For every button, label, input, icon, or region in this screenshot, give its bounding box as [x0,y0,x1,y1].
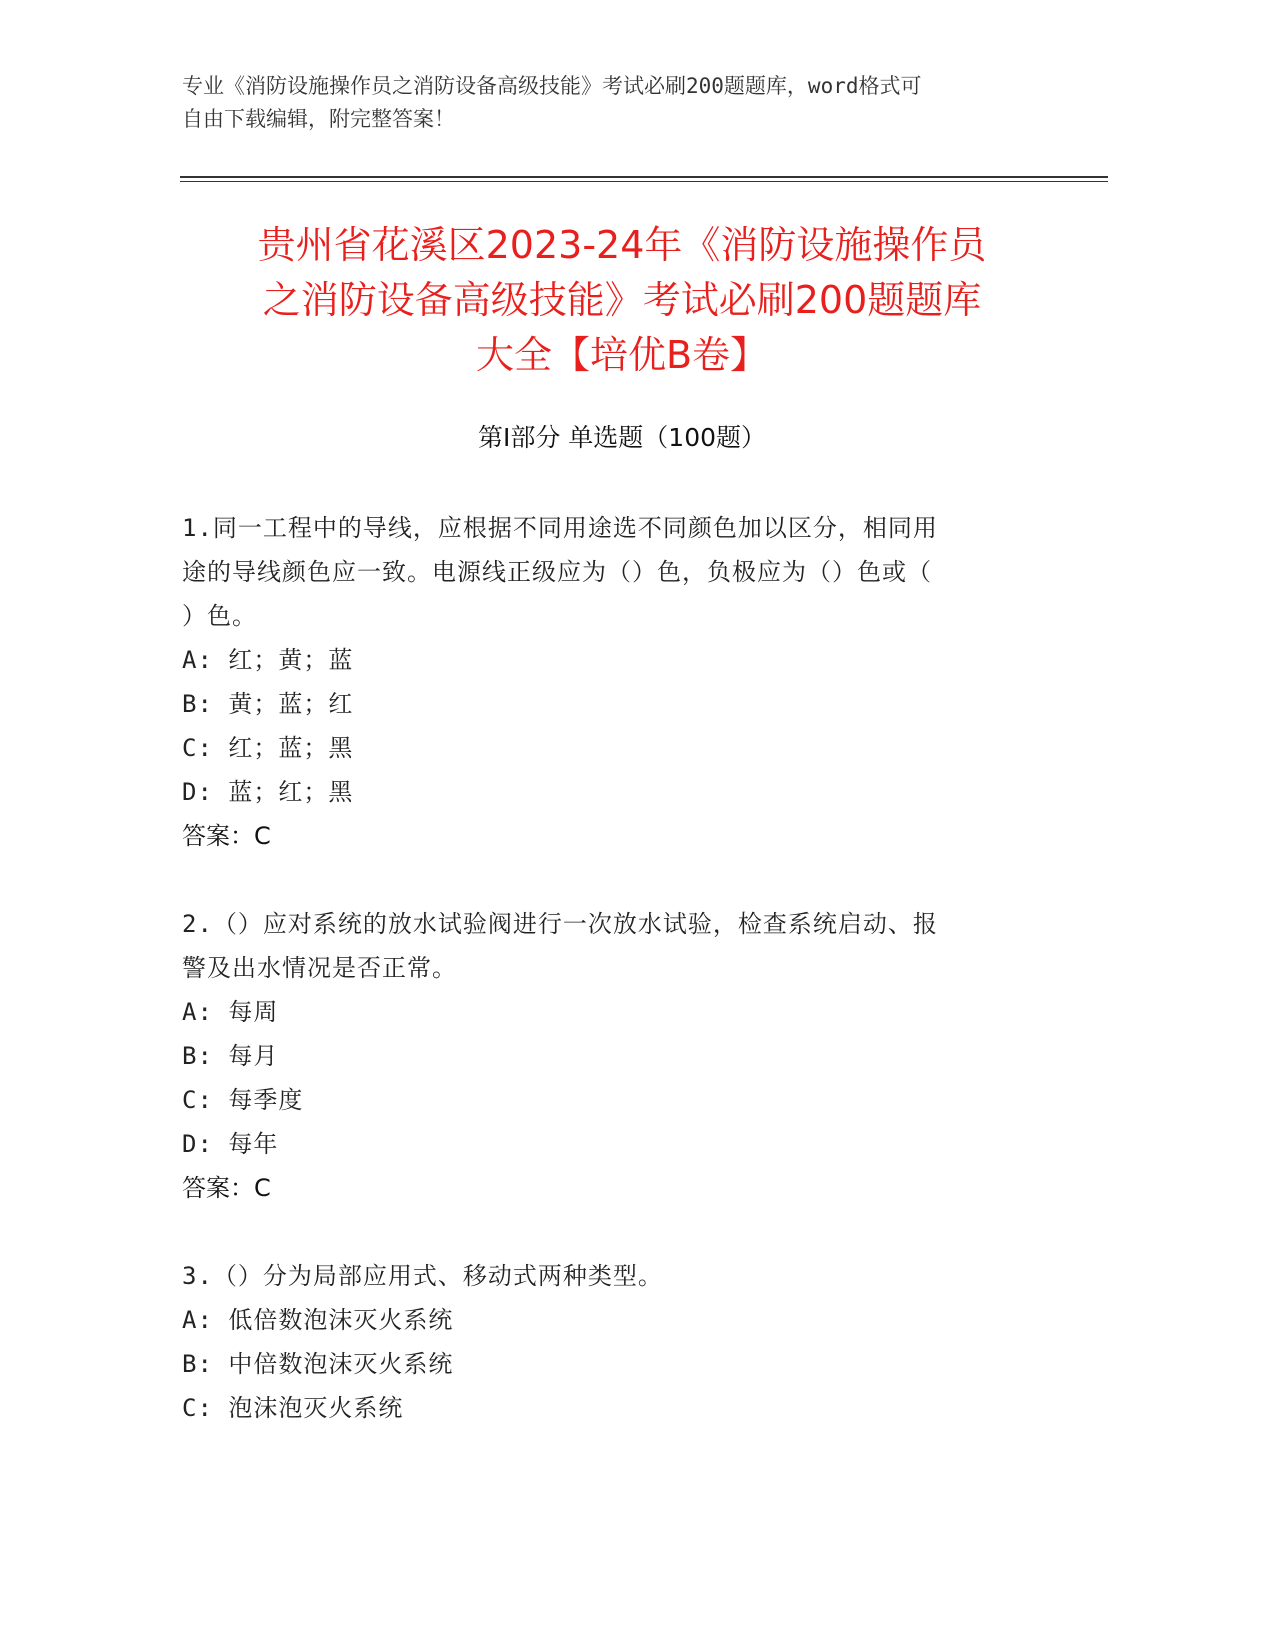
header-divider-thick [180,176,1108,178]
question-3 [182,1254,1062,1430]
option-c: C: 红；蓝；黑 [182,734,354,762]
option-a: A: 每周 [182,998,279,1026]
option-b: B: 中倍数泡沫灭火系统 [182,1350,454,1378]
option-a: A: 低倍数泡沫灭火系统 [182,1306,454,1334]
stem-line: 警及出水情况是否正常。 [182,954,457,982]
option-c: C: 每季度 [182,1086,304,1114]
header-note [182,70,1062,136]
question-1 [182,506,1062,858]
header-note-line: 自由下载编辑，附完整答案！ [182,107,455,131]
title-line: 之消防设备高级技能》考试必刷200题题库 [262,278,982,322]
header-divider-thin [180,181,1108,182]
answer: 答案：C [182,1174,271,1202]
question-stem [182,506,1062,638]
stem-line: 途的导线颜色应一致。电源线正级应为（）色，负极应为（）色或（ [182,558,932,586]
option-d: D: 蓝；红；黑 [182,778,354,806]
answer: 答案：C [182,822,271,850]
question-list [182,506,1062,1474]
option-b: B: 黄；蓝；红 [182,690,354,718]
stem-line: 1.同一工程中的导线，应根据不同用途选不同颜色加以区分，相同用 [182,514,938,542]
header-note-line: 专业《消防设施操作员之消防设备高级技能》考试必刷200题题库，word格式可 [182,74,922,98]
question-stem [182,902,1062,990]
stem-line: ）色。 [182,602,257,630]
question-2 [182,902,1062,1210]
title-line: 贵州省花溪区2023-24年《消防设施操作员 [257,223,987,267]
option-d: D: 每年 [182,1130,279,1158]
stem-line: 3.（）分为局部应用式、移动式两种类型。 [182,1262,663,1290]
section-heading: 第Ⅰ部分 单选题（100题） [477,423,767,452]
title-line: 大全【培优B卷】 [475,333,769,377]
option-b: B: 每月 [182,1042,279,1070]
document-title [182,218,1062,383]
question-stem [182,1254,1062,1298]
stem-line: 2.（）应对系统的放水试验阀进行一次放水试验，检查系统启动、报 [182,910,938,938]
option-a: A: 红；黄；蓝 [182,646,354,674]
option-c: C: 泡沫泡灭火系统 [182,1394,404,1422]
